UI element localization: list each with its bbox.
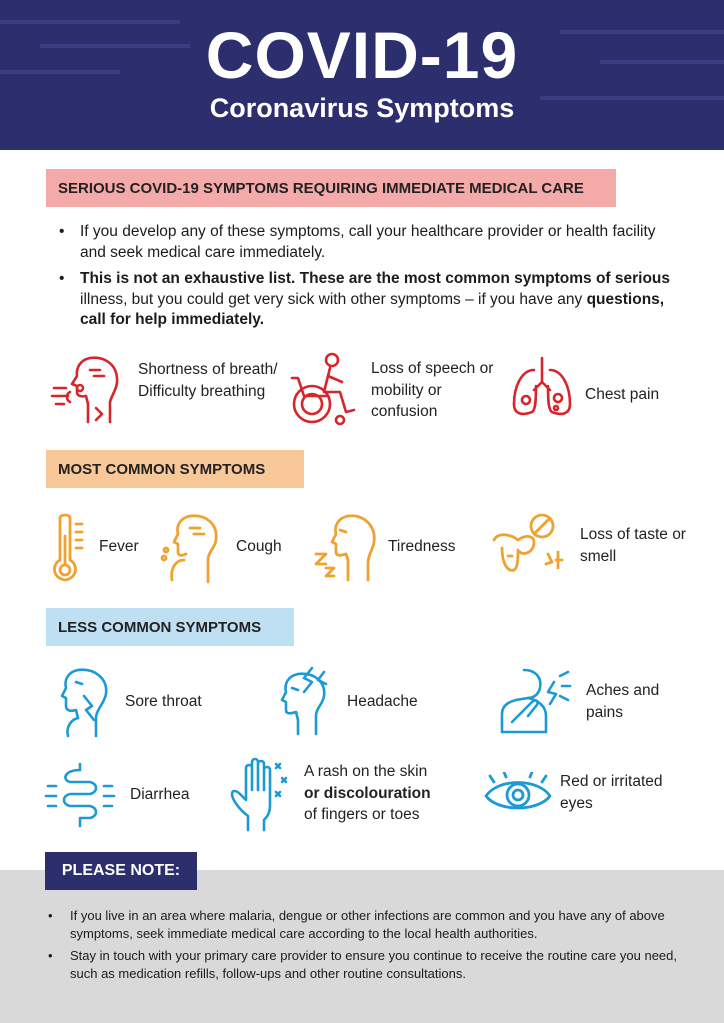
bullet-text-bold: This is not an exhaustive list. These are the most common symptoms of serious xyxy=(80,270,671,287)
note-text: If you live in an area where malaria, dengue or other infections are common and you have any of above symptoms, seek immediate medical care according to the local health authorities. xyxy=(70,908,665,941)
symptom-label: Chest pain xyxy=(585,386,660,403)
symptom-label: Loss of taste or smell xyxy=(580,526,686,565)
breathing-difficulty-icon xyxy=(50,352,126,428)
symptom-label-line: of fingers or toes xyxy=(304,806,420,823)
note-bullets xyxy=(48,907,700,987)
sore-throat-icon xyxy=(50,666,116,738)
header-banner xyxy=(0,0,724,150)
aches-icon xyxy=(498,666,574,736)
wheelchair-icon xyxy=(288,352,360,426)
symptom-label: Diarrhea xyxy=(130,786,190,803)
tiredness-icon xyxy=(312,512,380,582)
symptom-label xyxy=(304,761,454,826)
symptom-label-line: A rash on the skin xyxy=(304,763,428,780)
list-item: • This is not an exhaustive list. These are the most common symptoms of serious illness, but you could get very sick with other symptoms – if you have any questions, call for help immediately. xyxy=(59,270,671,328)
hand-rash-icon xyxy=(228,756,290,832)
list-item: • If you live in an area where malaria, dengue or other infections are common and you have any of above symptoms, seek immediate medical care according to the local health authorities. xyxy=(48,908,665,941)
serious-heading: SERIOUS COVID-19 SYMPTOMS REQUIRING IMMEDIATE MEDICAL CARE xyxy=(46,169,616,207)
page-title: COVID-19 xyxy=(205,18,519,92)
bullet-text: If you develop any of these symptoms, call your healthcare provider or health facility and seek medical care immediately. xyxy=(80,223,656,261)
page-subtitle: Coronavirus Symptoms xyxy=(209,93,515,123)
note-text: Stay in touch with your primary care provider to ensure you continue to receive the routine care you need, such as medication refills, follow-ups and other routine consultations. xyxy=(70,948,677,981)
symptom-label: Cough xyxy=(236,538,282,555)
list-item: • Stay in touch with your primary care provider to ensure you continue to receive the routine care you need, such as medication refills, follow-ups and other routine consultations. xyxy=(48,948,677,981)
serious-bullets xyxy=(56,222,676,337)
symptom-label: Tiredness xyxy=(388,538,456,555)
lungs-icon xyxy=(510,356,574,422)
common-heading: MOST COMMON SYMPTOMS xyxy=(46,450,304,488)
symptom-label: Fever xyxy=(99,538,139,555)
bullet-text-bold: questions, call for help immediately. xyxy=(80,290,665,328)
thermometer-icon xyxy=(48,512,88,584)
symptom-label: Sore throat xyxy=(125,693,202,710)
taste-smell-icon xyxy=(490,512,570,580)
headache-icon xyxy=(268,664,336,736)
bullet-text: illness, but you could get very sick with other symptoms – if you have any xyxy=(80,290,587,308)
symptom-label-line-bold: or discolouration xyxy=(304,784,431,802)
symptom-label: Headache xyxy=(347,693,418,710)
symptom-label: Aches and pains xyxy=(586,682,660,721)
cough-icon xyxy=(160,512,226,584)
symptom-label: Red or irritated eyes xyxy=(560,773,663,812)
list-item: • If you develop any of these symptoms, call your healthcare provider or health facility and seek medical care immediately. xyxy=(59,223,656,261)
note-heading: PLEASE NOTE: xyxy=(45,852,197,890)
symptom-label: Shortness of breath/ Difficulty breathing xyxy=(138,361,278,400)
eye-icon xyxy=(484,772,552,816)
intestine-icon xyxy=(44,762,116,828)
symptom-label: Loss of speech or mobility or confusion xyxy=(371,360,494,420)
less-common-heading: LESS COMMON SYMPTOMS xyxy=(46,608,294,646)
